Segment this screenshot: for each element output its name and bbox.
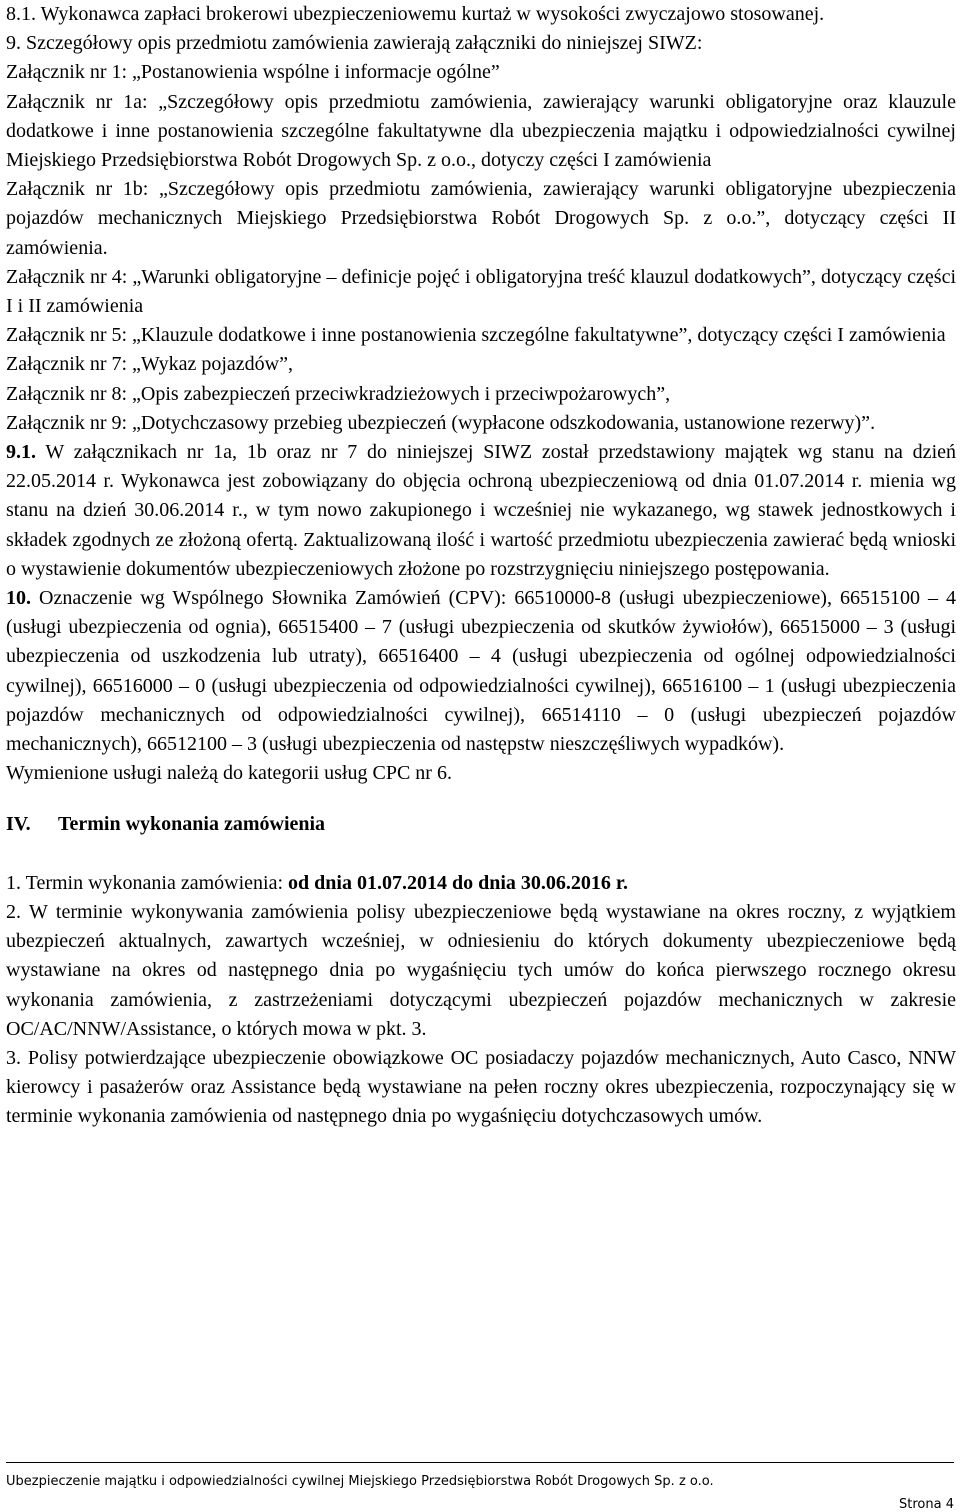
attachment-1a: Załącznik nr 1a: „Szczegółowy opis przedmiotu zamówienia, zawierający warunki obligatoryjne oraz klauzule dodatkowe i inne postanowienia szczególne fakultatywne dla ubezpieczenia majątku i odpowiedzialności cywilnej Miejskiego Przedsiębiorstwa Robót Drogowych Sp. z o.o., dotyczy części I zamówienia — [6, 90, 956, 172]
section-number: IV. — [6, 813, 31, 836]
attachment-9: Załącznik nr 9: „Dotychczasowy przebieg ubezpieczeń (wypłacone odszkodowania, ustanowione rezerwy)”. — [6, 411, 876, 434]
paragraph-10 — [6, 584, 956, 759]
attachment-8: Załącznik nr 8: „Opis zabezpieczeń przeciwkradzieżowych i przeciwpożarowych”, — [6, 382, 671, 405]
paragraph-10-number: 10. — [6, 587, 31, 610]
paragraph-9: 9. Szczegółowy opis przedmiotu zamówienia zawierają załączniki do niniejszej SIWZ: — [6, 32, 703, 55]
paragraph-9-1-number: 9.1. — [6, 441, 36, 464]
footer-text: Ubezpieczenie majątku i odpowiedzialności cywilnej Miejskiego Przedsiębiorstwa Robót Drogowych Sp. z o.o. — [6, 1474, 714, 1489]
term-2: 2. W terminie wykonywania zamówienia polisy ubezpieczeniowe będą wystawiane na okres roczny, z wyjątkiem ubezpieczeń aktualnych, zawartych wcześniej, w odniesieniu do których dokumenty ubezpieczeniowe będą wystawiane na okres od następnego dnia po wygaśnięciu tych umów do końca pierwszego rocznego okresu wykonania zamówienia, z zastrzeżeniami dotyczącymi ubezpieczeń pojazdów mechanicznych w zakresie OC/AC/NNW/Assistance, o których mowa w pkt. 3. — [6, 900, 956, 1040]
attachment-5: Załącznik nr 5: „Klauzule dodatkowe i inne postanowienia szczególne fakultatywne”, dotyczący części I zamówienia — [6, 324, 946, 347]
paragraph-9-1-text: W załącznikach nr 1a, 1b oraz nr 7 do niniejszej SIWZ został przedstawiony majątek wg stanu na dzień 22.05.2014 r. Wykonawca jest zobowiązany do objęcia ochroną ubezpieczeniową od dnia 01.07.2014 r. mienia wg stanu na dzień 30.06.2014 r., w tym nowo zakupionego i wcześniej nie wykazanego, wg stawek jednostkowych i składek zgodnych ze złożoną ofertą. Zaktualizowaną ilość i wartość przedmiotu ubezpieczenia zawierać będą wnioski o wystawienie dokumentów ubezpieczeniowych złożone po rozstrzygnięciu niniejszego postępowania. — [6, 441, 956, 580]
attachment-7: Załącznik nr 7: „Wykaz pojazdów”, — [6, 353, 293, 376]
page-footer — [6, 1462, 954, 1512]
page-number: Strona 4 — [899, 1497, 954, 1512]
document-body — [6, 0, 956, 1132]
section-heading — [6, 810, 956, 839]
term-1-dates: od dnia 01.07.2014 do dnia 30.06.2016 r. — [288, 871, 628, 894]
paragraph-10-cpc: Wymienione usługi należą do kategorii usług CPC nr 6. — [6, 762, 452, 785]
spacer — [6, 788, 956, 810]
attachment-4: Załącznik nr 4: „Warunki obligatoryjne – definicje pojęć i obligatoryjna treść klauzul dodatkowych”, dotyczący części I i II zamówienia — [6, 265, 956, 318]
attachment-1: Załącznik nr 1: „Postanowienia wspólne i informacje ogólne” — [6, 61, 500, 84]
paragraph-9-1 — [6, 438, 956, 584]
section-title: Termin wykonania zamówienia — [58, 813, 326, 836]
term-1 — [6, 869, 956, 898]
term-3: 3. Polisy potwierdzające ubezpieczenie obowiązkowe OC posiadaczy pojazdów mechanicznych, Auto Casco, NNW kierowcy i pasażerów oraz Assistance będą wystawiane na pełen roczny okres ubezpieczenia, rozpoczynający się w terminie wykonania zamówienia od następnego dnia po wygaśnięciu dotychczasowych umów. — [6, 1046, 956, 1128]
paragraph-10-text: Oznaczenie wg Wspólnego Słownika Zamówień (CPV): 66510000-8 (usługi ubezpieczeniowe), 66515100 – 4 (usługi ubezpieczenia od ognia), 66515400 – 7 (usługi ubezpieczenia od skutków żywiołów), 66515000 – 3 (usługi ubezpieczenia od uszkodzenia lub utraty), 66516400 – 4 (usługi ubezpieczenia od ogólnej odpowiedzialności cywilnej), 66516000 – 0 (usługi ubezpieczenia od odpowiedzialności cywilnej), 66516100 – 1 (usługi ubezpieczenia pojazdów mechanicznych od odpowiedzialności cywilnej), 66514110 – 0 (usługi ubezpieczeń pojazdów mechanicznych), 66512100 – 3 (usługi ubezpieczenia od następstw nieszczęśliwych wypadków). — [6, 587, 956, 756]
paragraph-8-1: 8.1. Wykonawca zapłaci brokerowi ubezpieczeniowemu kurtaż w wysokości zwyczajowo stosowanej. — [6, 3, 825, 25]
term-1-label: 1. Termin wykonania zamówienia: — [6, 871, 289, 894]
spacer — [6, 840, 956, 869]
attachment-1b: Załącznik nr 1b: „Szczegółowy opis przedmiotu zamówienia, zawierający warunki obligatoryjne ubezpieczenia pojazdów mechanicznych Miejskiego Przedsiębiorstwa Robót Drogowych Sp. z o.o.”, dotyczący części II zamówienia. — [6, 178, 956, 259]
footer-divider — [6, 1462, 954, 1463]
